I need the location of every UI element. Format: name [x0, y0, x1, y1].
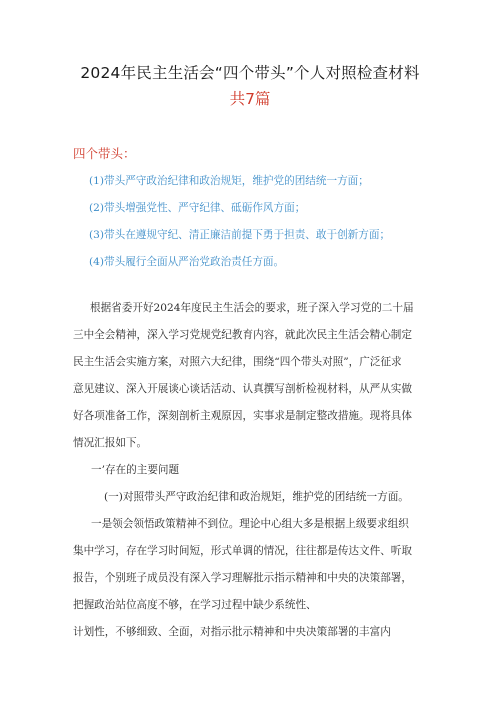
paragraph-line: 计划性，不够细致、全面，对指示批示精神和中央决策部署的丰富内 [73, 626, 391, 638]
paragraph-line: 报告，个别班子成员没有深入学习理解批示指示精神和中央的决策部署， [73, 572, 412, 584]
paragraph-line: 根据省委开好2024年度民主生活会的要求，班子深入学习党的二十届 [90, 302, 414, 314]
list-item: (4)带头履行全面从严治党政治责任方面。 [89, 256, 285, 268]
part-heading: 一’存在的主要问题 [91, 464, 180, 476]
document-subtitle: 共7篇 [229, 90, 271, 108]
list-item: (2)带头增强党性、严守纪律、砥砺作风方面； [89, 202, 306, 214]
paragraph-line: 把握政治站位高度不够，在学习过程中缺少系统性、 [73, 599, 317, 611]
section-heading: 四个带头： [73, 146, 136, 161]
paragraph-line: 好各项准备工作，深刻剖析主观原因，实事求是制定整改措施。现将具体 [73, 410, 412, 422]
paragraph-line: 情况汇报如下。 [73, 437, 148, 449]
list-item: (3)带头在遵规守纪、清正廉洁前提下勇于担责、敢于创新方面； [89, 229, 391, 241]
paragraph-line: 集中学习，存在学习时间短，形式单调的情况，往往都是传达文件、听取 [73, 545, 412, 557]
sub-heading: (一)对照带头严守政治纪律和政治规矩，维护党的团结统一方面。 [104, 491, 409, 503]
paragraph-line: 民主生活会实施方案，对照六大纪律，围绕“四个带头对照”，广泛征求 [73, 356, 402, 368]
paragraph-line: 意见建议、深入开展谈心谈话活动、认真撰写剖析检视材料，从严从实做 [73, 383, 412, 395]
list-item: (1)带头严守政治纪律和政治规矩，维护党的团结统一方面； [89, 175, 369, 187]
paragraph-line: 三中全会精神，深入学习党规党纪教育内容，就此次民主生活会精心制定 [73, 329, 412, 341]
document-title: 2024年民主生活会“四个带头”个人对照检查材料 [80, 64, 420, 82]
paragraph-line: 一是领会领悟政策精神不到位。理论中心组大多是根据上级要求组织 [91, 518, 409, 530]
